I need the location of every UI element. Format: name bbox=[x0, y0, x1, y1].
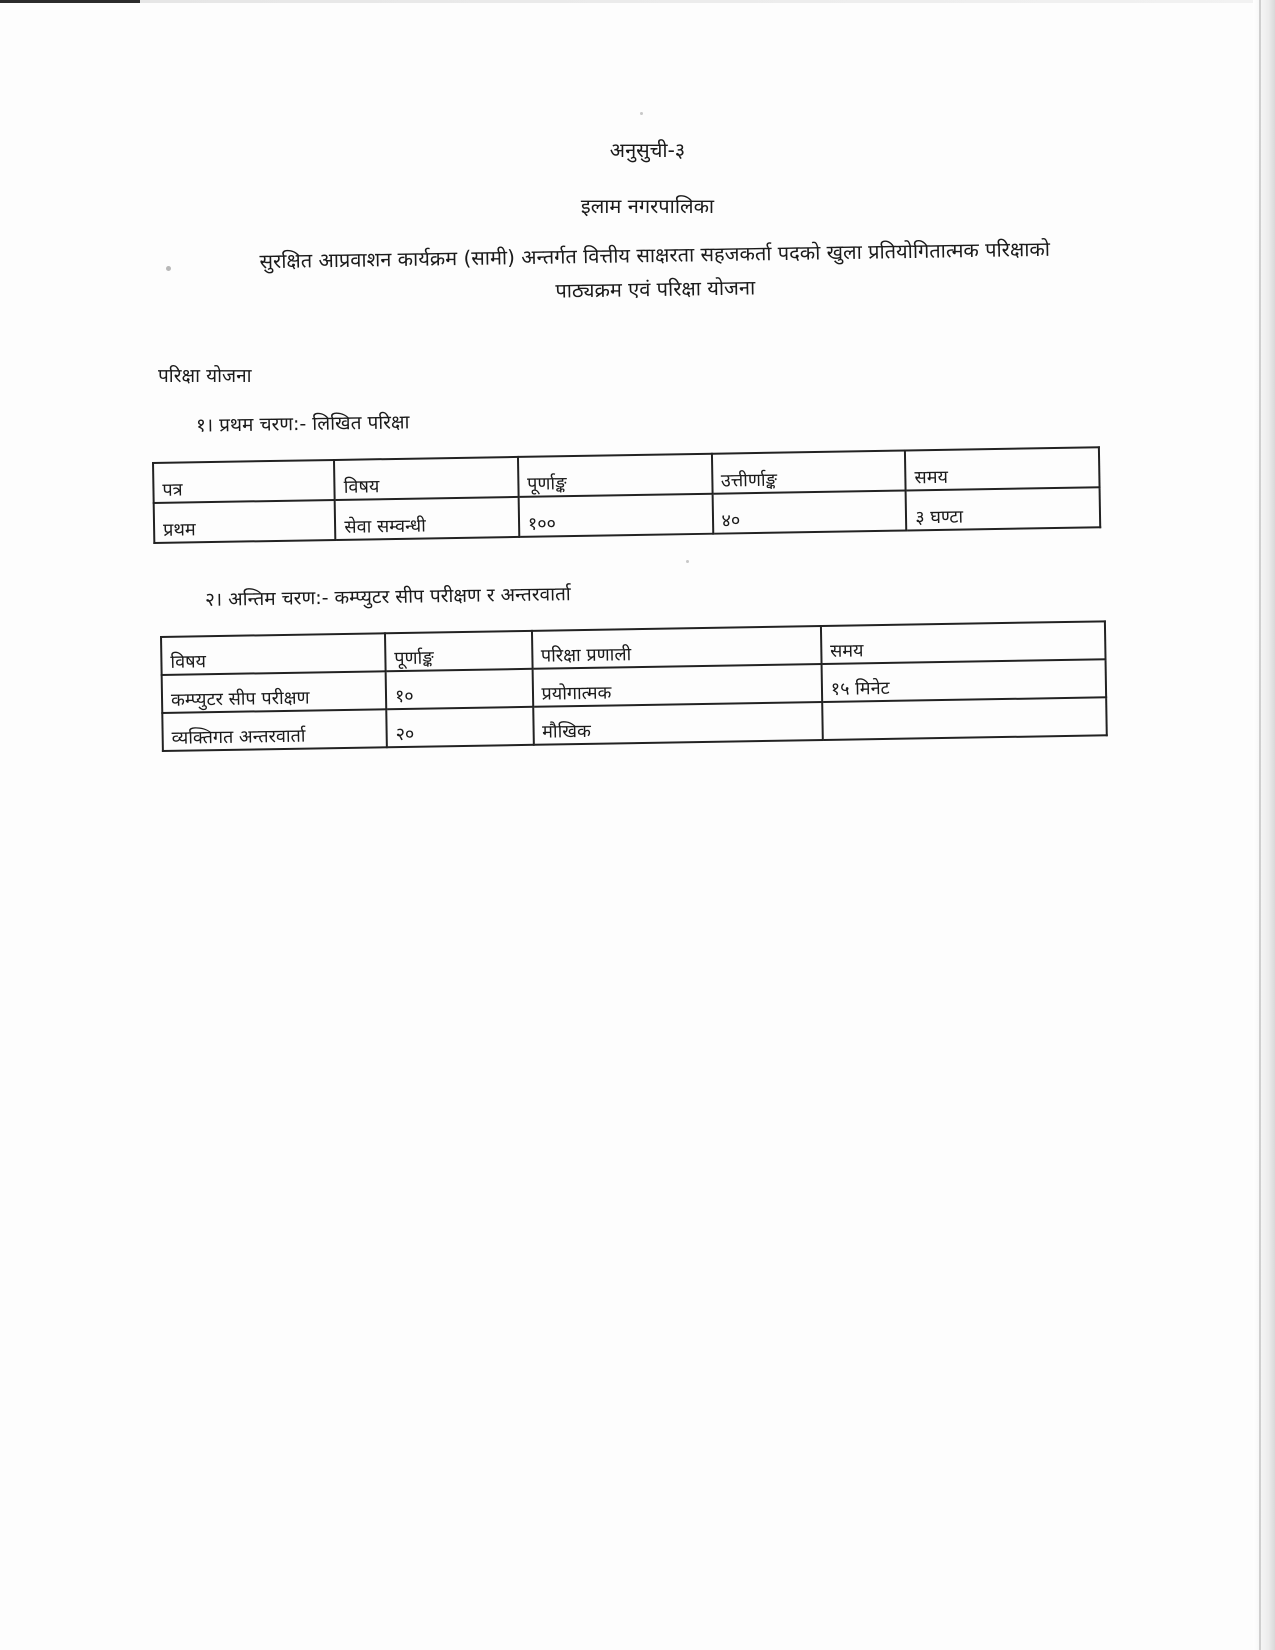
header-cell-subject: विषय bbox=[161, 633, 386, 675]
cell-pass-marks: ४० bbox=[712, 491, 906, 534]
header-cell-exam-method: परिक्षा प्रणाली bbox=[532, 626, 822, 669]
scan-speck bbox=[640, 112, 643, 115]
header-cell-full-marks: पूर्णाङ्क bbox=[385, 631, 532, 671]
cell-full-marks: १० bbox=[386, 669, 533, 709]
stage-2-title: २। अन्तिम चरण:- कम्प्युटर सीप परीक्षण र अन्तरवार्ता bbox=[204, 583, 571, 611]
cell-subject: कम्प्युटर सीप परीक्षण bbox=[162, 671, 387, 713]
stage-1-title: १। प्रथम चरण:- लिखित परिक्षा bbox=[195, 411, 410, 437]
header-cell-subject: विषय bbox=[334, 457, 518, 500]
scan-speck bbox=[686, 560, 689, 563]
scan-right-edge bbox=[1253, 0, 1275, 1650]
cell-time: १५ मिनेट bbox=[821, 659, 1106, 702]
cell-full-marks: २० bbox=[386, 707, 533, 747]
scan-right-fold-line bbox=[1259, 0, 1261, 1650]
cell-exam-method: मौखिक bbox=[533, 702, 823, 745]
cell-time: ३ घण्टा bbox=[906, 487, 1100, 530]
heading-line-1: सुरक्षित आप्रवाशन कार्यक्रम (सामी) अन्तर्गत वित्तीय साक्षरता सहजकर्ता पदको खुला प्रतियोगितात्मक परिक्षाको bbox=[259, 236, 1051, 274]
cell-time bbox=[822, 697, 1107, 740]
cell-paper: प्रथम bbox=[154, 500, 336, 543]
cell-subject: व्यक्तिगत अन्तरवार्ता bbox=[162, 709, 387, 751]
cell-exam-method: प्रयोगात्मक bbox=[532, 664, 822, 707]
cell-subject: सेवा सम्वन्धी bbox=[335, 497, 519, 540]
exam-plan-label: परिक्षा योजना bbox=[158, 365, 252, 387]
document-heading bbox=[160, 230, 1151, 314]
annex-title: अनुसुची-३ bbox=[609, 138, 686, 162]
stage-1-table bbox=[152, 446, 1101, 544]
cell-full-marks: १०० bbox=[518, 494, 712, 537]
municipality-name: इलाम नगरपालिका bbox=[580, 194, 715, 218]
header-cell-paper: पत्र bbox=[153, 460, 335, 503]
header-cell-pass-marks: उत्तीर्णाङ्क bbox=[711, 451, 905, 494]
scan-top-edge bbox=[0, 0, 1275, 3]
stage-2-table bbox=[160, 620, 1108, 752]
heading-line-2: पाठ्यक्रम एवं परिक्षा योजना bbox=[555, 275, 756, 303]
header-cell-time: समय bbox=[905, 447, 1099, 490]
header-cell-time: समय bbox=[821, 621, 1106, 664]
header-cell-full-marks: पूर्णाङ्क bbox=[518, 454, 712, 497]
